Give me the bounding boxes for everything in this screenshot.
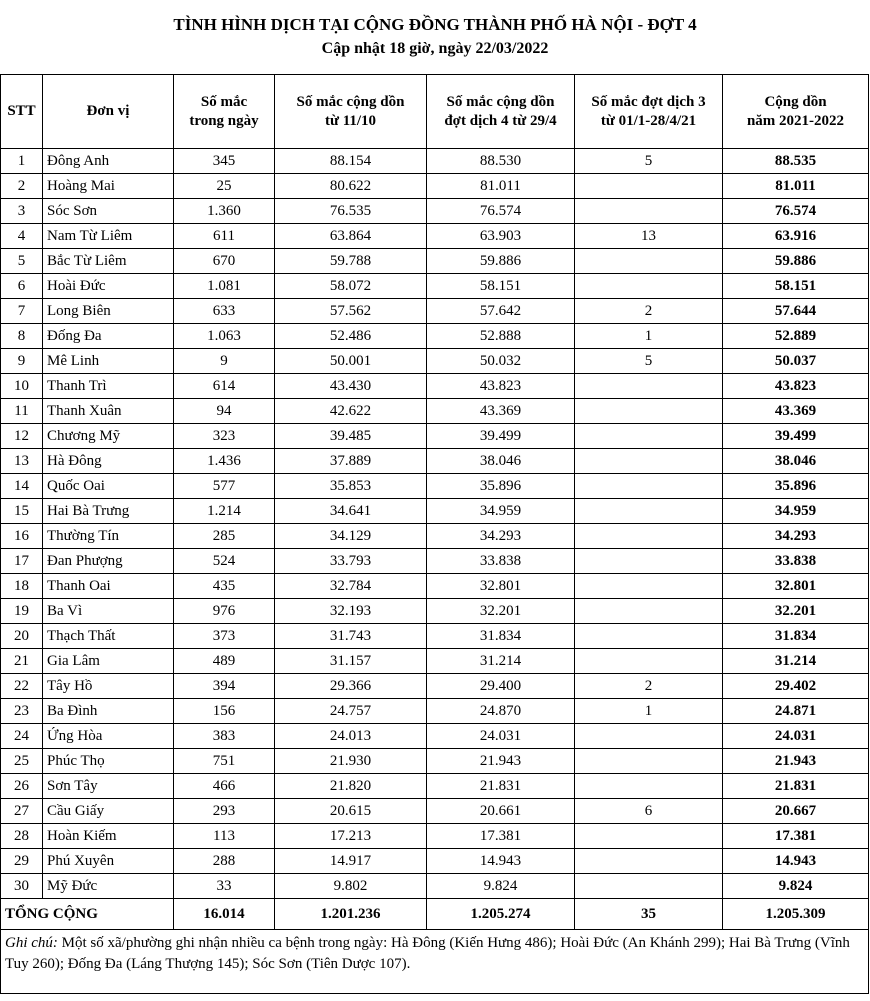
cell-stt: 3	[1, 199, 43, 224]
cell-wave3	[575, 874, 723, 899]
table-row	[1, 424, 869, 449]
cell-total: 58.151	[723, 274, 869, 299]
note-label: Ghi chú:	[5, 935, 58, 951]
cell-unit: Thạch Thất	[43, 624, 174, 649]
cell-total: 43.823	[723, 374, 869, 399]
page-title: TÌNH HÌNH DỊCH TẠI CỘNG ĐỒNG THÀNH PHỐ HÀ NỘI - ĐỢT 4	[173, 15, 697, 34]
cell-total: 9.824	[723, 874, 869, 899]
totals-since: 1.201.236	[275, 899, 427, 930]
cell-stt: 15	[1, 499, 43, 524]
cell-wave3	[575, 824, 723, 849]
cell-since: 29.366	[275, 674, 427, 699]
cell-since: 37.889	[275, 449, 427, 474]
cell-stt: 26	[1, 774, 43, 799]
cell-wave3	[575, 499, 723, 524]
cell-total: 34.293	[723, 524, 869, 549]
cell-wave4: 50.032	[427, 349, 575, 374]
cell-stt: 28	[1, 824, 43, 849]
cell-total: 81.011	[723, 174, 869, 199]
cell-since: 35.853	[275, 474, 427, 499]
table-row	[1, 774, 869, 799]
cell-daily: 288	[174, 849, 275, 874]
cell-stt: 7	[1, 299, 43, 324]
cell-unit: Long Biên	[43, 299, 174, 324]
cell-wave4: 17.381	[427, 824, 575, 849]
cell-stt: 13	[1, 449, 43, 474]
cell-total: 31.214	[723, 649, 869, 674]
header-unit: Đơn vị	[43, 75, 174, 149]
cell-wave3: 6	[575, 799, 723, 824]
cell-wave4: 35.896	[427, 474, 575, 499]
cell-wave3	[575, 724, 723, 749]
table-row	[1, 824, 869, 849]
cell-wave4: 43.369	[427, 399, 575, 424]
cell-daily: 33	[174, 874, 275, 899]
cell-total: 21.831	[723, 774, 869, 799]
cell-stt: 10	[1, 374, 43, 399]
cell-wave3: 1	[575, 324, 723, 349]
cell-wave3	[575, 174, 723, 199]
cell-since: 31.157	[275, 649, 427, 674]
cell-unit: Quốc Oai	[43, 474, 174, 499]
cell-daily: 293	[174, 799, 275, 824]
cell-unit: Sóc Sơn	[43, 199, 174, 224]
cell-unit: Chương Mỹ	[43, 424, 174, 449]
cell-total: 35.896	[723, 474, 869, 499]
cell-wave4: 32.201	[427, 599, 575, 624]
cell-daily: 1.436	[174, 449, 275, 474]
cell-stt: 25	[1, 749, 43, 774]
table-row	[1, 549, 869, 574]
note-cell	[1, 930, 869, 994]
table-row	[1, 349, 869, 374]
cell-total: 32.201	[723, 599, 869, 624]
cell-unit: Nam Từ Liêm	[43, 224, 174, 249]
cell-daily: 670	[174, 249, 275, 274]
cell-daily: 1.063	[174, 324, 275, 349]
cell-unit: Hà Đông	[43, 449, 174, 474]
cell-since: 33.793	[275, 549, 427, 574]
cell-since: 52.486	[275, 324, 427, 349]
cell-stt: 17	[1, 549, 43, 574]
cell-wave3: 5	[575, 349, 723, 374]
cell-stt: 23	[1, 699, 43, 724]
table-row	[1, 299, 869, 324]
cell-daily: 9	[174, 349, 275, 374]
cell-unit: Thanh Xuân	[43, 399, 174, 424]
cell-stt: 2	[1, 174, 43, 199]
cell-daily: 113	[174, 824, 275, 849]
cell-since: 17.213	[275, 824, 427, 849]
cell-wave4: 38.046	[427, 449, 575, 474]
cell-since: 32.784	[275, 574, 427, 599]
table-row	[1, 474, 869, 499]
cell-since: 88.154	[275, 149, 427, 174]
cell-daily: 466	[174, 774, 275, 799]
cell-stt: 1	[1, 149, 43, 174]
cell-wave3	[575, 774, 723, 799]
cell-daily: 373	[174, 624, 275, 649]
cell-total: 20.667	[723, 799, 869, 824]
cell-daily: 345	[174, 149, 275, 174]
cell-total: 29.402	[723, 674, 869, 699]
table-row	[1, 674, 869, 699]
cell-daily: 614	[174, 374, 275, 399]
cell-wave4: 34.959	[427, 499, 575, 524]
cell-unit: Bắc Từ Liêm	[43, 249, 174, 274]
cell-wave3	[575, 524, 723, 549]
cell-daily: 323	[174, 424, 275, 449]
cell-wave4: 58.151	[427, 274, 575, 299]
cell-since: 9.802	[275, 874, 427, 899]
cell-total: 14.943	[723, 849, 869, 874]
cell-total: 52.889	[723, 324, 869, 349]
cell-daily: 489	[174, 649, 275, 674]
table-row	[1, 724, 869, 749]
table-row	[1, 524, 869, 549]
cell-wave4: 52.888	[427, 324, 575, 349]
cell-daily: 976	[174, 599, 275, 624]
table-row	[1, 624, 869, 649]
cell-wave3: 2	[575, 299, 723, 324]
table-row	[1, 324, 869, 349]
cell-daily: 633	[174, 299, 275, 324]
cell-total: 24.871	[723, 699, 869, 724]
cell-stt: 29	[1, 849, 43, 874]
cell-stt: 18	[1, 574, 43, 599]
cell-since: 32.193	[275, 599, 427, 624]
cell-total: 50.037	[723, 349, 869, 374]
cell-wave4: 24.031	[427, 724, 575, 749]
cell-wave3: 5	[575, 149, 723, 174]
cell-since: 43.430	[275, 374, 427, 399]
cell-daily: 524	[174, 549, 275, 574]
header-daily: Số mắc trong ngày	[174, 75, 275, 149]
cell-wave4: 81.011	[427, 174, 575, 199]
table-row	[1, 499, 869, 524]
cell-since: 21.820	[275, 774, 427, 799]
cell-since: 57.562	[275, 299, 427, 324]
table-row	[1, 874, 869, 899]
table-row	[1, 149, 869, 174]
cell-wave3	[575, 449, 723, 474]
cell-wave4: 29.400	[427, 674, 575, 699]
cell-wave4: 21.943	[427, 749, 575, 774]
header-wave4: Số mắc cộng dồn đợt dịch 4 từ 29/4	[427, 75, 575, 149]
cell-since: 76.535	[275, 199, 427, 224]
cell-daily: 751	[174, 749, 275, 774]
cell-stt: 27	[1, 799, 43, 824]
cell-daily: 611	[174, 224, 275, 249]
cell-wave3	[575, 549, 723, 574]
table-row	[1, 849, 869, 874]
cell-wave4: 88.530	[427, 149, 575, 174]
cell-stt: 24	[1, 724, 43, 749]
cell-wave4: 32.801	[427, 574, 575, 599]
cell-wave3	[575, 849, 723, 874]
cell-total: 63.916	[723, 224, 869, 249]
cell-since: 34.129	[275, 524, 427, 549]
cell-wave3	[575, 624, 723, 649]
totals-wave3: 35	[575, 899, 723, 930]
cell-stt: 11	[1, 399, 43, 424]
cell-unit: Đông Anh	[43, 149, 174, 174]
cell-daily: 1.081	[174, 274, 275, 299]
cell-daily: 394	[174, 674, 275, 699]
table-row	[1, 199, 869, 224]
cell-stt: 21	[1, 649, 43, 674]
cell-stt: 12	[1, 424, 43, 449]
cell-wave3	[575, 399, 723, 424]
cell-stt: 9	[1, 349, 43, 374]
cell-unit: Ứng Hòa	[43, 724, 174, 749]
cell-wave4: 59.886	[427, 249, 575, 274]
cell-total: 34.959	[723, 499, 869, 524]
cell-since: 39.485	[275, 424, 427, 449]
cell-unit: Hoàn Kiếm	[43, 824, 174, 849]
cell-unit: Thường Tín	[43, 524, 174, 549]
cell-wave4: 21.831	[427, 774, 575, 799]
cell-unit: Hoài Đức	[43, 274, 174, 299]
cell-stt: 14	[1, 474, 43, 499]
cases-table	[0, 74, 869, 994]
cell-wave3	[575, 199, 723, 224]
cell-since: 42.622	[275, 399, 427, 424]
cell-unit: Thanh Oai	[43, 574, 174, 599]
cell-wave3	[575, 599, 723, 624]
cell-wave3: 1	[575, 699, 723, 724]
cell-since: 80.622	[275, 174, 427, 199]
cell-stt: 16	[1, 524, 43, 549]
note-row	[1, 930, 869, 994]
cell-wave3	[575, 574, 723, 599]
cell-wave4: 57.642	[427, 299, 575, 324]
header-total: Cộng dồn năm 2021-2022	[723, 75, 869, 149]
cell-wave3	[575, 749, 723, 774]
cell-since: 34.641	[275, 499, 427, 524]
cell-wave4: 20.661	[427, 799, 575, 824]
totals-wave4: 1.205.274	[427, 899, 575, 930]
cell-stt: 30	[1, 874, 43, 899]
cell-total: 76.574	[723, 199, 869, 224]
cell-wave4: 24.870	[427, 699, 575, 724]
cell-unit: Phú Xuyên	[43, 849, 174, 874]
cell-wave3	[575, 374, 723, 399]
table-row	[1, 174, 869, 199]
table-row	[1, 399, 869, 424]
cell-wave4: 39.499	[427, 424, 575, 449]
cell-wave4: 9.824	[427, 874, 575, 899]
table-row	[1, 274, 869, 299]
cell-unit: Sơn Tây	[43, 774, 174, 799]
header-since: Số mắc cộng dồn từ 11/10	[275, 75, 427, 149]
cell-stt: 22	[1, 674, 43, 699]
cell-since: 24.013	[275, 724, 427, 749]
cell-unit: Cầu Giấy	[43, 799, 174, 824]
cell-stt: 8	[1, 324, 43, 349]
cell-wave4: 43.823	[427, 374, 575, 399]
cell-wave4: 31.214	[427, 649, 575, 674]
cell-stt: 20	[1, 624, 43, 649]
cell-since: 21.930	[275, 749, 427, 774]
table-row	[1, 649, 869, 674]
header-row	[1, 75, 869, 149]
cell-wave3: 13	[575, 224, 723, 249]
cell-wave4: 31.834	[427, 624, 575, 649]
totals-daily: 16.014	[174, 899, 275, 930]
cell-total: 33.838	[723, 549, 869, 574]
cell-stt: 5	[1, 249, 43, 274]
cell-total: 38.046	[723, 449, 869, 474]
cell-daily: 94	[174, 399, 275, 424]
table-row	[1, 799, 869, 824]
table-row	[1, 699, 869, 724]
page-subtitle: Cập nhật 18 giờ, ngày 22/03/2022	[321, 40, 549, 57]
cell-daily: 435	[174, 574, 275, 599]
cell-unit: Ba Đình	[43, 699, 174, 724]
cell-daily: 1.360	[174, 199, 275, 224]
cell-daily: 156	[174, 699, 275, 724]
table-body	[1, 149, 869, 899]
cell-daily: 1.214	[174, 499, 275, 524]
table-row	[1, 374, 869, 399]
table-row	[1, 749, 869, 774]
cell-since: 31.743	[275, 624, 427, 649]
cell-total: 57.644	[723, 299, 869, 324]
cell-daily: 25	[174, 174, 275, 199]
cell-daily: 285	[174, 524, 275, 549]
cell-total: 59.886	[723, 249, 869, 274]
cell-wave4: 34.293	[427, 524, 575, 549]
cell-unit: Đan Phượng	[43, 549, 174, 574]
cell-unit: Gia Lâm	[43, 649, 174, 674]
cell-wave3	[575, 274, 723, 299]
cell-total: 31.834	[723, 624, 869, 649]
cell-total: 17.381	[723, 824, 869, 849]
cell-stt: 19	[1, 599, 43, 624]
cell-stt: 4	[1, 224, 43, 249]
totals-row	[1, 899, 869, 930]
totals-label: TỔNG CỘNG	[1, 899, 174, 930]
cell-wave4: 33.838	[427, 549, 575, 574]
totals-total: 1.205.309	[723, 899, 869, 930]
title-block	[0, 0, 870, 60]
cell-wave4: 14.943	[427, 849, 575, 874]
table-row	[1, 599, 869, 624]
cell-wave4: 76.574	[427, 199, 575, 224]
cell-wave3	[575, 474, 723, 499]
table-row	[1, 574, 869, 599]
cell-since: 14.917	[275, 849, 427, 874]
cell-total: 32.801	[723, 574, 869, 599]
table-row	[1, 449, 869, 474]
cell-wave3	[575, 424, 723, 449]
cell-unit: Phúc Thọ	[43, 749, 174, 774]
note-text: Một số xã/phường ghi nhận nhiều ca bệnh trong ngày: Hà Đông (Kiến Hưng 486); Hoài Đức (An Khánh 299); Hai Bà Trưng (Vĩnh Tuy 260); Đống Đa (Láng Thượng 145); Sóc Sơn (Tiên Dược 107).	[5, 935, 850, 972]
cell-unit: Tây Hồ	[43, 674, 174, 699]
cell-unit: Mê Linh	[43, 349, 174, 374]
cell-since: 20.615	[275, 799, 427, 824]
header-wave3: Số mắc đợt dịch 3 từ 01/1-28/4/21	[575, 75, 723, 149]
cell-since: 50.001	[275, 349, 427, 374]
cell-since: 58.072	[275, 274, 427, 299]
cell-wave3	[575, 249, 723, 274]
cell-total: 88.535	[723, 149, 869, 174]
cell-total: 24.031	[723, 724, 869, 749]
table-row	[1, 224, 869, 249]
cell-since: 24.757	[275, 699, 427, 724]
cell-total: 39.499	[723, 424, 869, 449]
cell-total: 21.943	[723, 749, 869, 774]
cell-unit: Hoàng Mai	[43, 174, 174, 199]
cell-wave3: 2	[575, 674, 723, 699]
header-stt: STT	[1, 75, 43, 149]
cell-stt: 6	[1, 274, 43, 299]
cell-unit: Hai Bà Trưng	[43, 499, 174, 524]
table-row	[1, 249, 869, 274]
cell-unit: Thanh Trì	[43, 374, 174, 399]
cell-wave3	[575, 649, 723, 674]
cell-since: 63.864	[275, 224, 427, 249]
cell-daily: 577	[174, 474, 275, 499]
cell-unit: Đống Đa	[43, 324, 174, 349]
cell-since: 59.788	[275, 249, 427, 274]
cell-unit: Mỹ Đức	[43, 874, 174, 899]
cell-daily: 383	[174, 724, 275, 749]
cell-unit: Ba Vì	[43, 599, 174, 624]
cell-total: 43.369	[723, 399, 869, 424]
cell-wave4: 63.903	[427, 224, 575, 249]
